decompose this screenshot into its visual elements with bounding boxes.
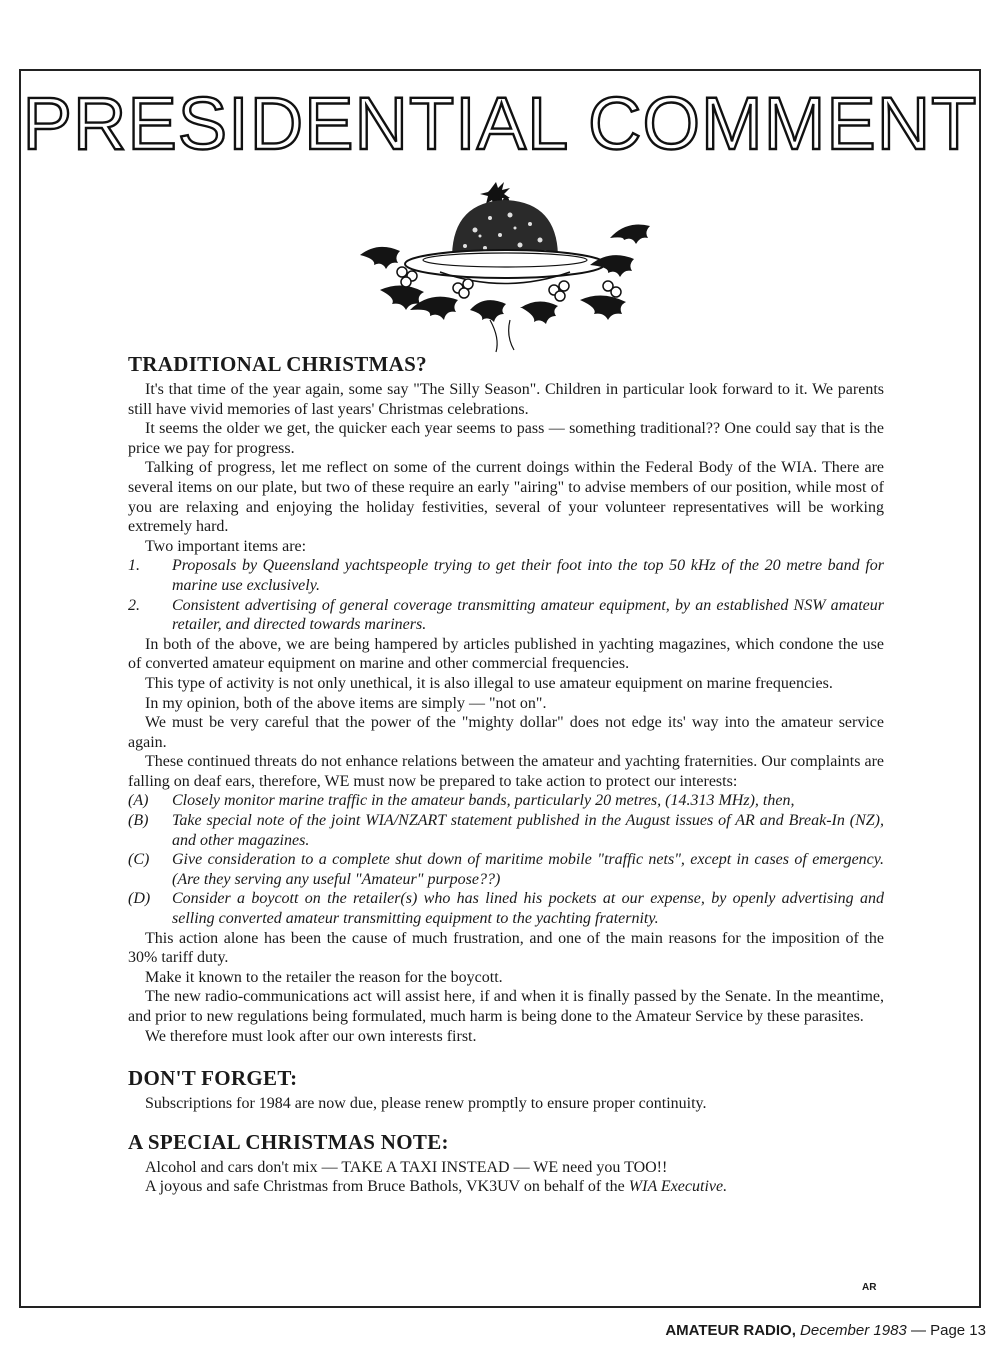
list-item-text: Take special note of the joint WIA/NZART statement published in the August issues of AR and Break-In (NZ), and other magazines.	[172, 812, 884, 849]
article-body	[128, 352, 884, 1197]
list-marker: (B)	[128, 812, 149, 830]
list-item-text: Consider a boycott on the retailer(s) who has lined his pockets at our expense, by openly advertising and selling converted amateur transmitting equipment to the yachting fraternity.	[172, 890, 884, 928]
section-heading-dont-forget: DON'T FORGET:	[128, 1066, 298, 1091]
list-item	[128, 596, 884, 635]
list-marker: (A)	[128, 792, 149, 810]
list-item-text: Consistent advertising of general coverage transmitting amateur equipment, by an established NSW amateur retailer, and directed towards mariners.	[172, 596, 884, 634]
paragraph: Subscriptions for 1984 are now due, please renew promptly to ensure proper continuity.	[145, 1095, 707, 1113]
footer-date: December 1983	[800, 1322, 907, 1339]
list-marker: 2.	[128, 596, 140, 614]
section-heading-christmas-note: A SPECIAL CHRISTMAS NOTE:	[128, 1129, 449, 1154]
paragraph: We must be very careful that the power of the "mighty dollar" does not edge its' way into the amateur service again.	[128, 714, 884, 751]
section-dont-forget	[128, 1066, 884, 1114]
paragraph: We therefore must look after our own interests first.	[145, 1027, 477, 1045]
lettered-list	[128, 791, 884, 928]
list-marker: (C)	[128, 851, 150, 869]
greeting-text: A joyous and safe Christmas from Bruce Bathols, VK3UV on behalf of the	[145, 1178, 629, 1196]
paragraph: It's that time of the year again, some say "The Silly Season". Children in particular look forward to it. We parents still have vivid memories of last years' Christmas celebrations.	[128, 381, 884, 418]
footer-publication: AMATEUR RADIO,	[665, 1322, 796, 1339]
paragraph: These continued threats do not enhance relations between the amateur and yachting fraternities. Our complaints are falling on deaf ears, therefore, WE must now be prepared to take action to protect our interests:	[128, 753, 884, 790]
list-item	[128, 791, 884, 811]
list-item	[128, 556, 884, 595]
paragraph	[128, 1177, 884, 1197]
list-marker: 1.	[128, 557, 140, 575]
paragraph: This type of activity is not only unethical, it is also illegal to use amateur equipment on marine frequencies.	[145, 674, 833, 692]
list-item-text: Proposals by Queensland yachtspeople trying to get their foot into the top 50 kHz of the 20 metre band for marine use exclusively.	[172, 557, 884, 594]
list-item-text: Closely monitor marine traffic in the amateur bands, particularly 20 metres, (14.313 MHz), then,	[172, 792, 795, 810]
paragraph: Talking of progress, let me reflect on some of the current doings within the Federal Body of the WIA. There are several items on our plate, but two of these require an early "airing" to advise members of our position, while most of you are relaxing and enjoying the holiday festivities, several of your volunteer representatives will be working extremely hard.	[128, 459, 884, 536]
list-item	[128, 811, 884, 850]
list-item	[128, 850, 884, 889]
paragraph: Alcohol and cars don't mix — TAKE A TAXI INSTEAD — WE need you TOO!!	[145, 1158, 668, 1176]
masthead-title: PRESIDENTIAL COMMENT	[22, 82, 978, 165]
section-christmas-note	[128, 1130, 884, 1197]
masthead	[19, 84, 981, 164]
footer-page: — Page 13	[910, 1322, 986, 1339]
wia-executive: WIA Executive.	[628, 1178, 728, 1196]
list-item-text: Give consideration to a complete shut down of maritime mobile "traffic nets", except in cases of emergency. (Are they serving any useful "Amateur" purpose??)	[172, 851, 884, 888]
numbered-list	[128, 556, 884, 634]
paragraph: In my opinion, both of the above items are simply — "not on".	[145, 694, 547, 712]
paragraph: This action alone has been the cause of much frustration, and one of the main reasons for the imposition of the 30% tariff duty.	[128, 929, 884, 967]
section-heading-traditional-christmas: TRADITIONAL CHRISTMAS?	[128, 352, 427, 376]
christmas-pudding-holly-icon	[340, 160, 680, 360]
list-marker: (D)	[128, 890, 151, 908]
paragraph: In both of the above, we are being hampered by articles published in yachting magazines, which condone the use of converted amateur equipment on marine and other commercial frequencies.	[128, 635, 884, 673]
page-footer	[665, 1322, 986, 1339]
list-item	[128, 889, 884, 928]
paragraph: Make it known to the retailer the reason for the boycott.	[145, 968, 503, 986]
paragraph: It seems the older we get, the quicker each year seems to pass — something traditional?? One could say that is the price we pay for progress.	[128, 420, 884, 457]
ar-end-mark: AR	[862, 1282, 877, 1293]
paragraph: The new radio-communications act will assist here, if and when it is finally passed by the Senate. In the meantime, and prior to new regulations being formulated, much harm is being done to the Amateur Service by these parasites.	[128, 988, 884, 1025]
paragraph: Two important items are:	[145, 537, 307, 555]
